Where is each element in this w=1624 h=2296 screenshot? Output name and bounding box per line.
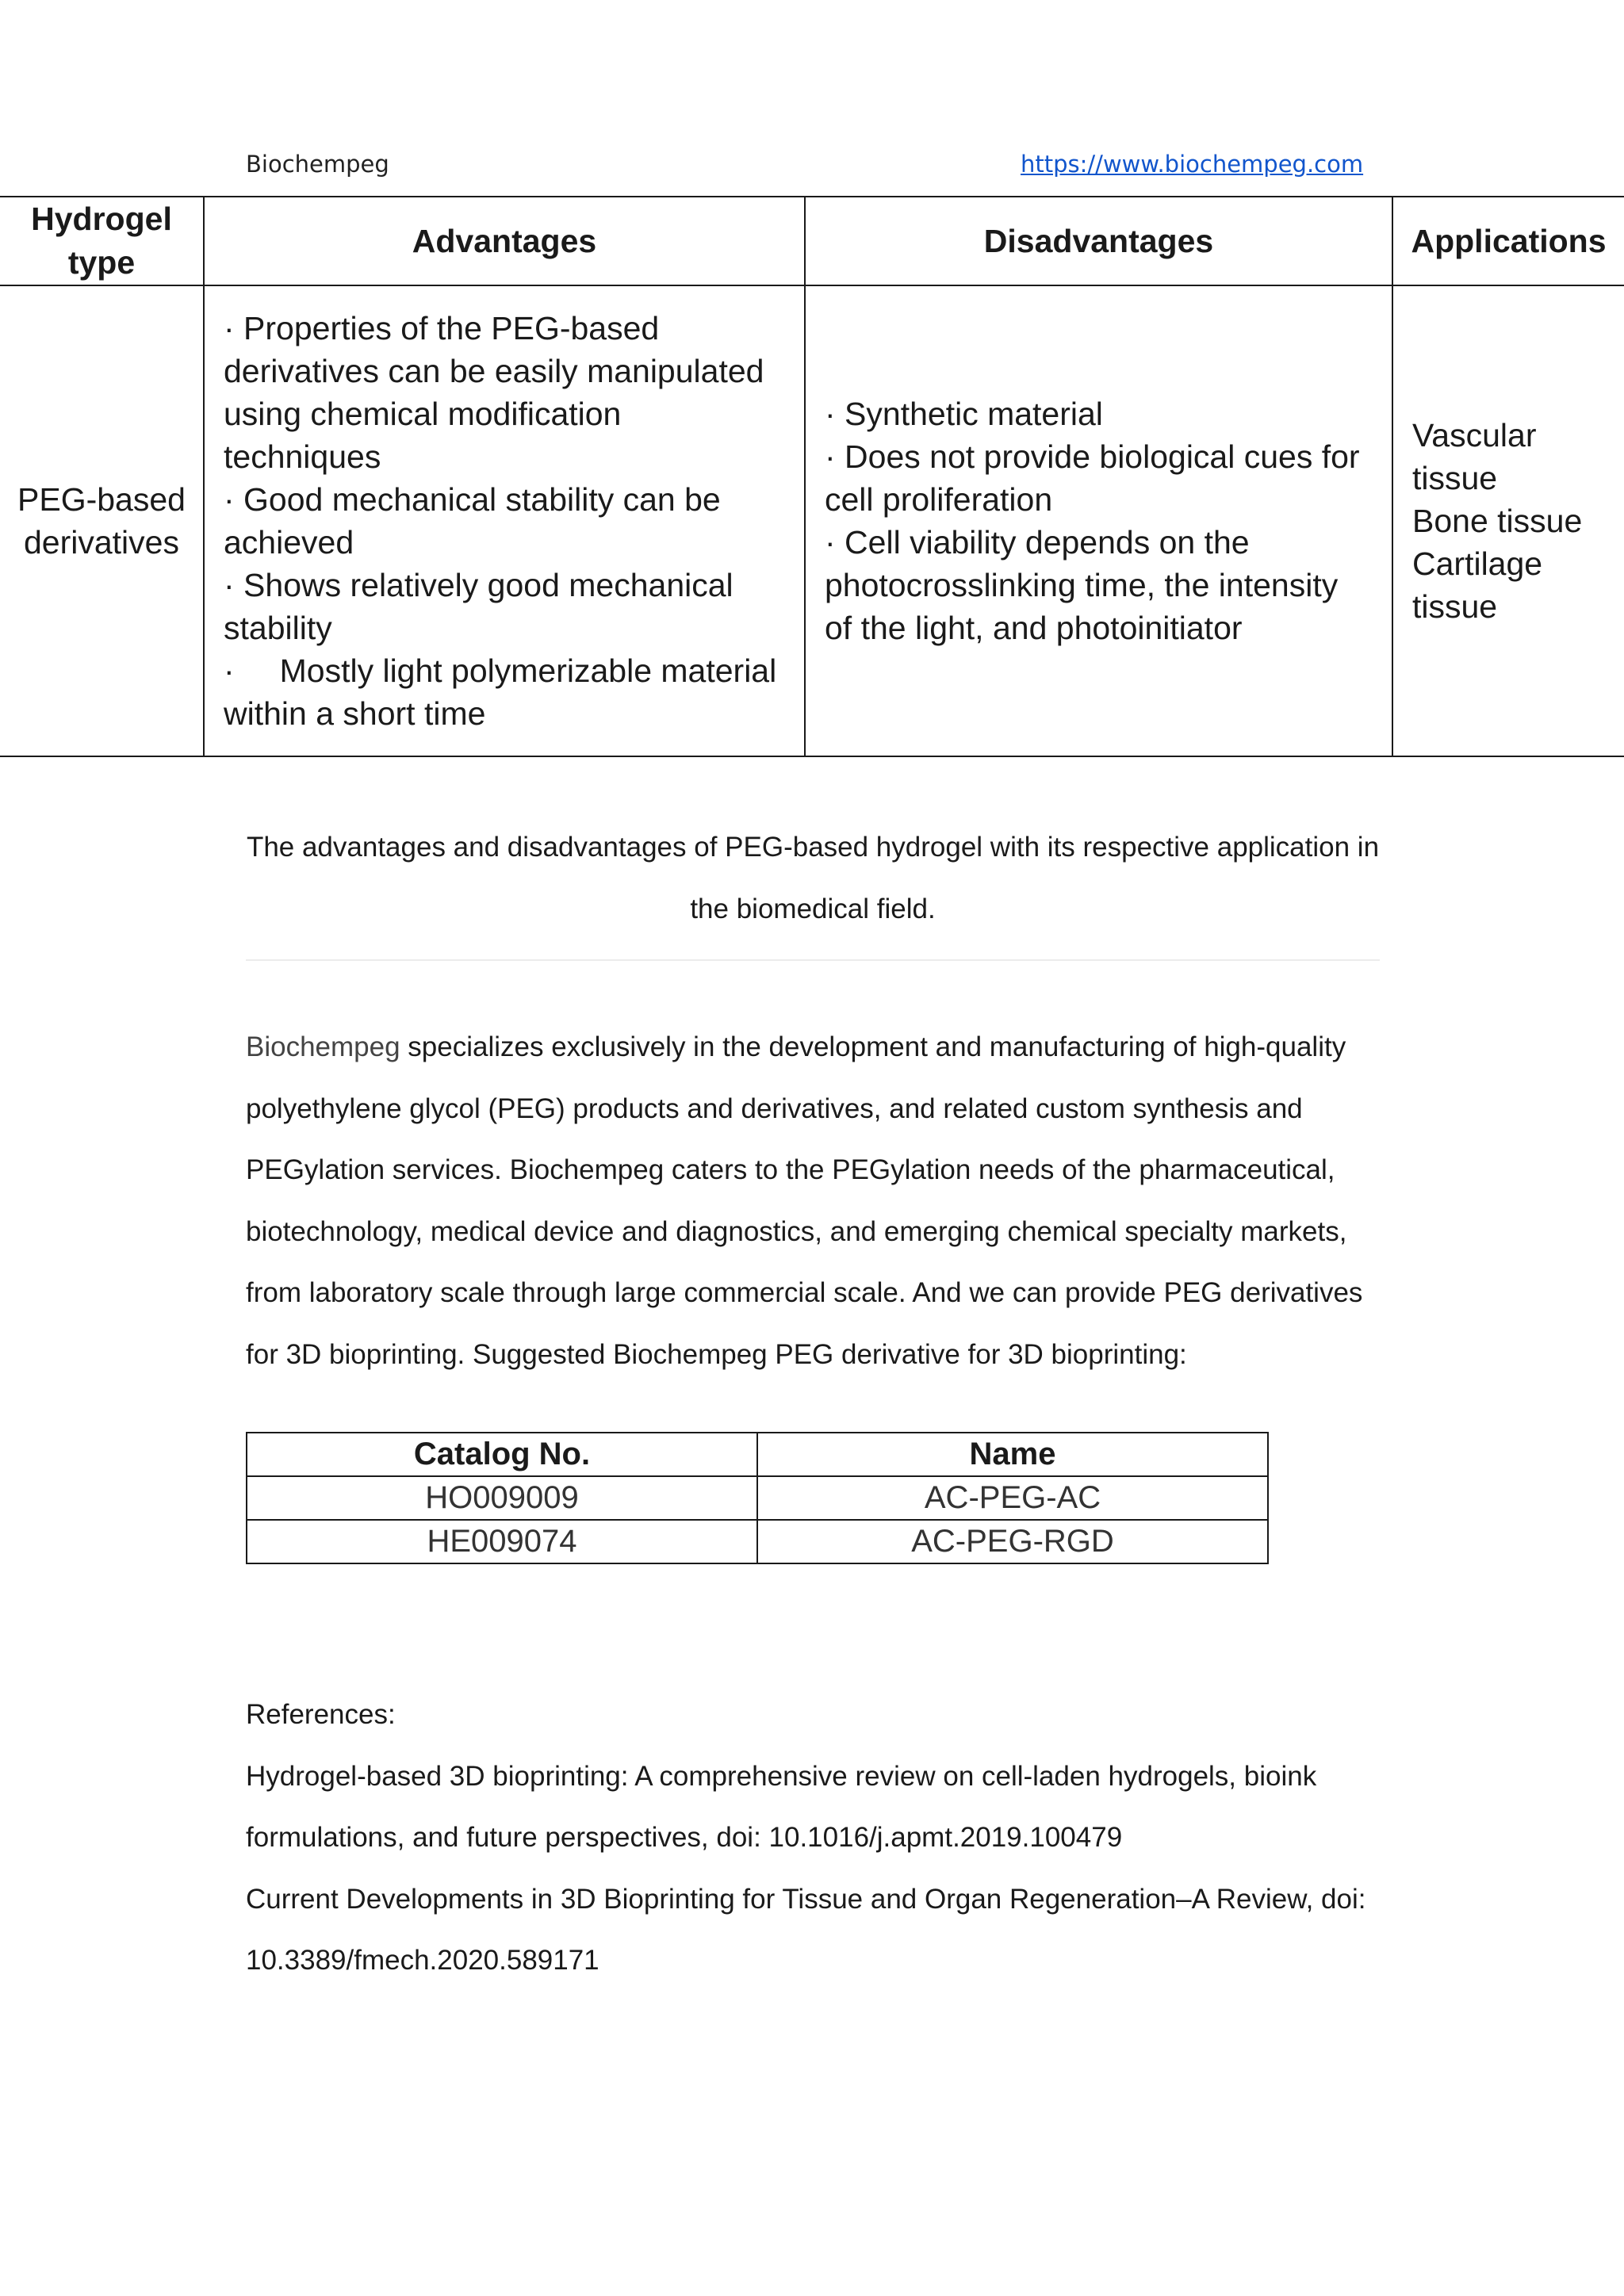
disadvantage-item: · Cell viability depends on the photocrosslinking time, the intensity of the light, and photoinitiator — [825, 524, 1339, 646]
company-paragraph — [246, 1016, 1388, 1385]
table-row — [247, 1520, 1268, 1563]
advantage-item: · Shows relatively good mechanical stability — [224, 567, 733, 646]
disadvantage-item: · Does not provide biological cues for cell proliferation — [825, 438, 1360, 518]
catalog-table — [246, 1432, 1269, 1564]
divider — [246, 959, 1380, 961]
paragraph-text: specializes exclusively in the development and manufacturing of high-quality polyethylene glycol (PEG) products and derivatives, and related custom synthesis and PEGylation services. Biochempeg caters to the PEGylation needs of the pharmaceutical, biotechnology, medical device and diagnostics, and emerging chemical specialty markets, from laboratory scale through large commercial scale. And we can provide PEG derivatives for 3D bioprinting. Suggested Biochempeg PEG derivative for 3D bioprinting: — [246, 1031, 1363, 1370]
catalog-number: HO009009 — [247, 1476, 757, 1520]
advantage-item: · Mostly light polymerizable material within a short time — [224, 652, 786, 732]
disadvantage-item: · Synthetic material — [825, 396, 1103, 432]
cell-advantages — [204, 285, 805, 756]
references-title: References: — [246, 1699, 396, 1730]
header-disadvantages: Disadvantages — [805, 197, 1392, 285]
advantage-item: · Properties of the PEG-based derivatives can be easily manipulated using chemical modification techniques — [224, 310, 764, 475]
header-advantages: Advantages — [204, 197, 805, 285]
catalog-header-row — [247, 1433, 1268, 1476]
paragraph-brand: Biochempeg — [246, 1031, 400, 1062]
reference-item: Hydrogel-based 3D bioprinting: A comprehensive review on cell-laden hydrogels, bioink formulations, and future perspectives, doi: 10.1016/j.apmt.2019.100479 — [246, 1760, 1317, 1853]
application-item: Cartilage tissue — [1412, 545, 1543, 625]
cell-applications — [1392, 285, 1624, 756]
table-caption: The advantages and disadvantages of PEG-based hydrogel with its respective application in the biomedical field. — [246, 832, 1380, 924]
advantage-item: · Good mechanical stability can be achieved — [224, 481, 721, 561]
product-name: AC-PEG-AC — [757, 1476, 1268, 1520]
table-row — [247, 1476, 1268, 1520]
hydrogel-table-header-row — [0, 197, 1624, 285]
cell-disadvantages — [805, 285, 1392, 756]
reference-item: Current Developments in 3D Bioprinting for Tissue and Organ Regeneration–A Review, doi: 10.3389/fmech.2020.589171 — [246, 1883, 1366, 1976]
cell-hydrogel-type: PEG-based derivatives — [0, 285, 204, 756]
catalog-number: HE009074 — [247, 1520, 757, 1563]
product-name: AC-PEG-RGD — [757, 1520, 1268, 1563]
application-item: Vascular tissue — [1412, 417, 1537, 496]
table-row — [0, 285, 1624, 756]
header-applications: Applications — [1392, 197, 1624, 285]
header-name: Name — [757, 1433, 1268, 1476]
application-item: Bone tissue — [1412, 503, 1583, 539]
header-brand: Biochempeg — [246, 151, 389, 178]
header-catalog-no: Catalog No. — [247, 1433, 757, 1476]
hydrogel-table — [0, 196, 1624, 757]
header-url-link[interactable]: https://www.biochempeg.com — [1021, 151, 1364, 178]
header-hydrogel-type: Hydrogel type — [0, 197, 204, 285]
references-section — [246, 1684, 1388, 1992]
